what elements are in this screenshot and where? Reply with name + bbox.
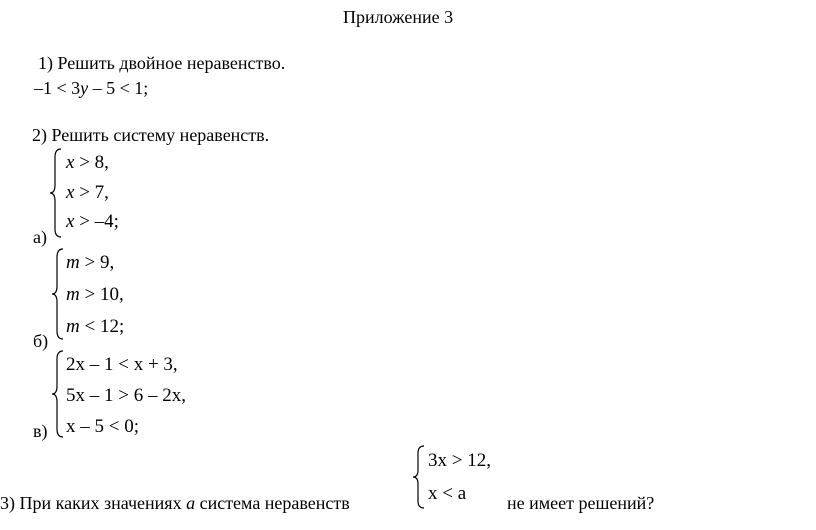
system-b-line-1: m > 9, [66, 252, 115, 273]
page-title: Приложение 3 [343, 7, 454, 27]
brace-b [51, 247, 65, 341]
system-a-line-1: x > 8, [66, 152, 109, 173]
task3-system-line-1: 3x > 12, [428, 450, 491, 471]
system-c-line-3: x – 5 < 0; [66, 416, 139, 437]
system-c-line-2: 5x – 1 > 6 – 2x, [66, 385, 186, 406]
task3-text-middle: система неравенств [195, 493, 350, 513]
task3-text-after: не имеет решений? [507, 493, 655, 513]
brace-a [49, 147, 63, 239]
task1-expression [34, 77, 148, 99]
task1-expr-post: – 5 < 1; [88, 78, 149, 98]
system-a-line-2: x > 7, [66, 182, 109, 203]
label-c: в) [33, 421, 48, 441]
task1-expr-var: y [80, 78, 89, 98]
system-b-line-2: m > 10, [66, 284, 124, 305]
system-a-line-3: x > –4; [66, 211, 119, 232]
system-c-line-1: 2x – 1 < x + 3, [66, 354, 178, 375]
system-b-line-3: m < 12; [66, 316, 125, 337]
task2-title: 2) Решить систему неравенств. [32, 125, 270, 145]
task1-title: 1) Решить двойное неравенство. [38, 53, 286, 73]
label-a: а) [33, 227, 47, 247]
task3-text-before: 3) При каких значениях [0, 493, 187, 513]
task3-param: a [186, 493, 196, 513]
brace-task3 [412, 444, 426, 510]
task3-system-line-2: x < a [428, 483, 467, 504]
task3-question [0, 492, 350, 514]
brace-c [51, 349, 65, 439]
label-b: б) [33, 331, 49, 351]
task1-expr-pre: –1 < 3 [34, 78, 81, 98]
